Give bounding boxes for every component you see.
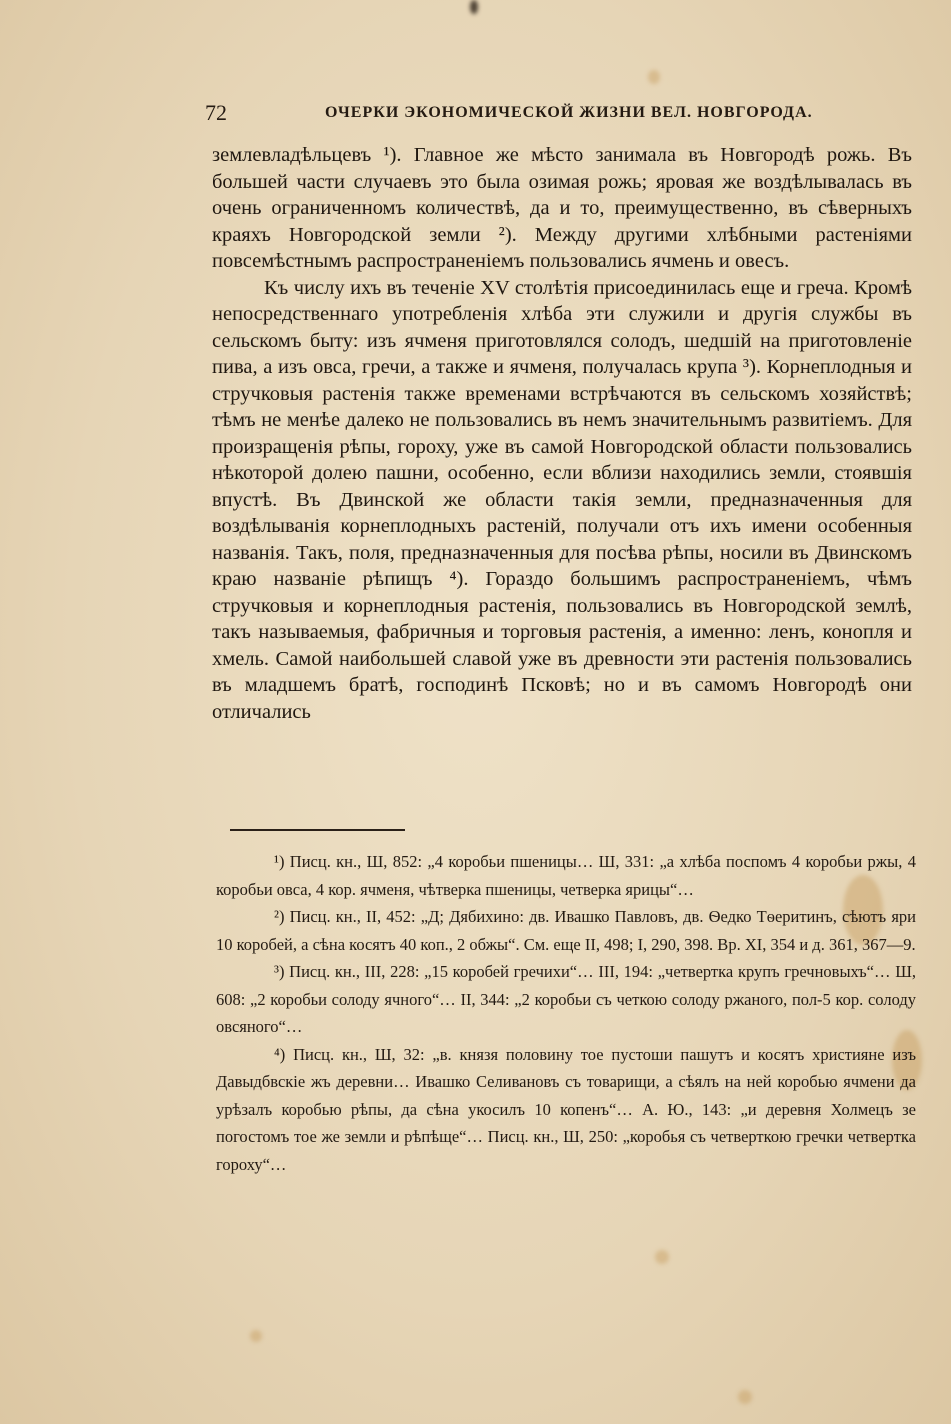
page-header (205, 98, 925, 128)
paragraph: землевладѣльцевъ ¹). Главное же мѣсто занимала въ Новгородѣ рожь. Въ большей части случаевъ это была озимая рожь; яровая же воздѣлывалась въ очень ограниченномъ количествѣ, да и то, преимущественно, въ сѣверныхъ краяхъ Новгородской земли ²). Между другими хлѣбными растеніями повсемѣстнымъ распространеніемъ пользовались ячмень и овесъ. (212, 144, 912, 272)
paper-stain (738, 1390, 752, 1404)
footnote-divider (230, 829, 405, 831)
footnote: ⁴) Писц. кн., Ш, 32: „в. князя половину тое пустоши пашутъ и косятъ християне изъ Давыдбвскіе жъ деревни… Ивашко Селивановъ съ товарищи, а сѣялъ на ней коробью ячмени да урѣзалъ коробью рѣпы, да сѣна укосилъ 10 копенъ“… А. Ю., 143: „и деревня Холмецъ зе погостомъ тое же земли и рѣпѣще“… Писц. кн., Ш, 250: „коробья съ четверткою гречки четвертка гороху“… (216, 1044, 916, 1174)
footnote: ³) Писц. кн., III, 228: „15 коробей гречихи“… III, 194: „четвертка крупъ гречновыхъ“… Ш, 608: „2 коробьи солоду ячного“… II, 344: „2 коробьи съ четкою солоду ржаного, пол-5 кор. солоду овсяного“… (216, 962, 916, 1036)
paper-stain (655, 1250, 669, 1264)
running-title: ОЧЕРКИ ЭКОНОМИЧЕСКОЙ ЖИЗНИ ВЕЛ. НОВГОРОДА. (325, 104, 813, 121)
page-number: 72 (205, 100, 227, 125)
footnote: ¹) Писц. кн., Ш, 852: „4 коробьи пшеницы… Ш, 331: „а хлѣба поспомъ 4 коробьи ржы, 4 коробьи овса, 4 кор. ячменя, чѣтверка пшеницы, четверка ярицы“… (216, 852, 916, 899)
paragraph: Къ числу ихъ въ теченіе XV столѣтія присоединилась еще и греча. Кромѣ непосредственнаго употребленія хлѣба эти служили и другія службы въ сельскомъ быту: изъ ячменя приготовлялся солодъ, шедшій на приготовленіе пива, а изъ овса, гречи, а также и ячменя, получалась крупа ³). Корнеплодныя и стручковыя растенія также временами встрѣчаются въ сельскомъ хозяйствѣ; тѣмъ не менѣе далеко не пользовались въ немъ значительнымъ развитіемъ. Для произращенія рѣпы, гороху, уже въ самой Новгородской области пользовались нѣкоторой долею пашни, особенно, если вблизи находились земли, стоявшія впустѣ. Въ Двинской же области такія земли, предназначенныя для воздѣлыванія корнеплодныхъ растеній, получали отъ ихъ имени особенныя названія. Такъ, поля, предназначенныя для посѣва рѣпы, носили въ Двинскомъ краю названіе рѣпищъ ⁴). Гораздо большимъ распространеніемъ, чѣмъ стручковыя и корнеплодныя растенія, пользовались въ Новгородской землѣ, такъ называемыя, фабричныя и торговыя растенія, а именно: ленъ, конопля и хмель. Самой наибольшей славой уже въ древности эти растенія пользовались въ младшемъ братѣ, господинѣ Псковѣ; но и въ самомъ Новгородѣ они отличались (212, 276, 912, 723)
footnote: ²) Писц. кн., II, 452: „Д; Дябихино: дв. Ивашко Павловъ, дв. Ѳедко Тѳеритинъ, сѣютъ яри 10 коробей, а сѣна косятъ 40 коп., 2 обжы“. См. еще II, 498; I, 290, 398. Вр. XI, 354 и д. 361, 367—9. (216, 907, 916, 954)
paper-stain (648, 70, 660, 84)
paper-stain (470, 0, 478, 14)
footnotes (216, 848, 916, 1178)
main-text (212, 142, 912, 725)
paper-stain (250, 1330, 262, 1342)
